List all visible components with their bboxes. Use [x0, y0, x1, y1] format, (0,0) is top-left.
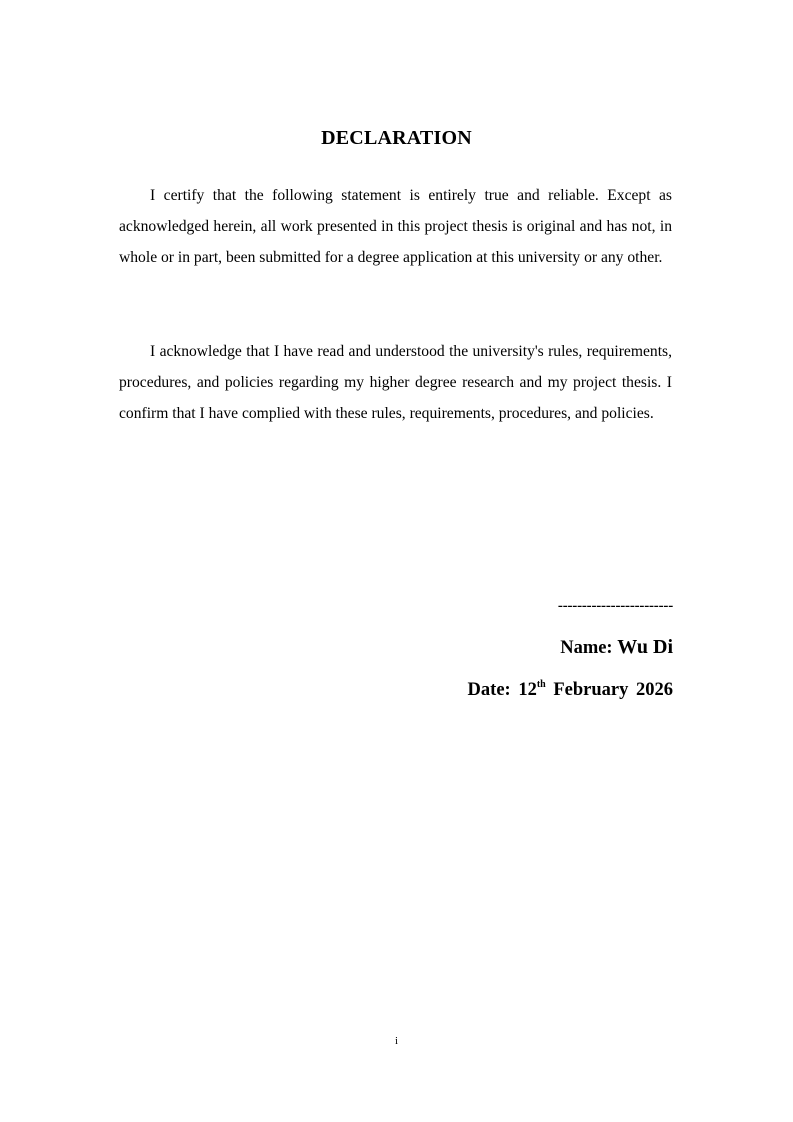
name-label: Name:: [560, 638, 613, 658]
signature-name: [400, 634, 673, 661]
date-month-year: February 2026: [553, 680, 673, 700]
signature-line: ------------------------: [557, 598, 673, 614]
page-number: i: [394, 1035, 399, 1047]
date-label: Date:: [467, 680, 511, 700]
date-day-number: 12: [518, 680, 537, 700]
name-value: Wu Di: [617, 636, 673, 658]
signature-date: [400, 677, 673, 703]
date-day: [518, 680, 545, 700]
acknowledgement-paragraph: I acknowledge that I have read and understood the university's rules, requirements, procedures, and policies regarding my higher degree research and my project thesis. I confirm that I have complied with these rules, requirements, procedures, and policies.: [119, 343, 672, 423]
page-title: DECLARATION: [321, 127, 472, 149]
date-day-suffix: th: [536, 679, 546, 690]
certification-paragraph: I certify that the following statement is entirely true and reliable. Except as acknowledged herein, all work presented in this project thesis is original and has not, in whole or in part, been submitted for a degree application at this university or any other.: [119, 187, 672, 267]
